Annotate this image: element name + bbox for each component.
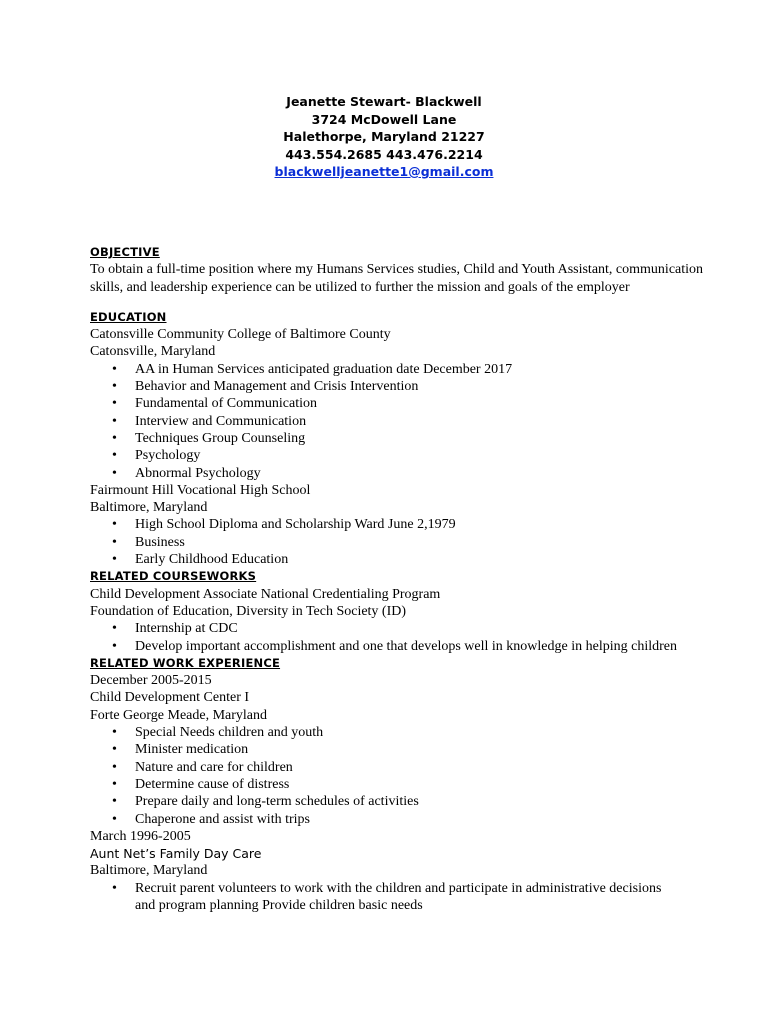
school-course-list: [90, 516, 710, 568]
list-item: • Recruit parent volunteers to work with the children and participate in administrative decisions and program planning Provide children basic needs: [90, 880, 710, 915]
list-item: • Abnormal Psychology: [90, 465, 710, 482]
list-item: • Behavior and Management and Crisis Intervention: [90, 378, 710, 395]
contact-header: [0, 93, 768, 181]
coursework-heading: RELATED COURSEWORKS: [90, 569, 257, 584]
list-item: • Interview and Communication: [90, 413, 710, 430]
phone-numbers: 443.554.2685 443.476.2214: [285, 146, 483, 162]
school-name: Catonsville Community College of Baltimore County: [90, 327, 391, 343]
city-state-zip: Halethorpe, Maryland 21227: [283, 129, 485, 144]
email-link[interactable]: blackwelljeanette1@gmail.com: [274, 164, 494, 179]
list-item: • Techniques Group Counseling: [90, 430, 710, 447]
education-heading: EDUCATION: [90, 309, 167, 324]
coursework-line: Foundation of Education, Diversity in Tech Society (ID): [90, 603, 407, 619]
job-dates: December 2005-2015: [90, 673, 212, 689]
resume-body: [90, 244, 710, 914]
list-item: • Psychology: [90, 447, 710, 464]
list-item: • Nature and care for children: [90, 759, 710, 776]
list-item: • Early Childhood Education: [90, 551, 710, 568]
coursework-line: Child Development Associate National Credentialing Program: [90, 586, 441, 602]
applicant-name: Jeanette Stewart- Blackwell: [286, 94, 482, 109]
school-course-list: [90, 361, 710, 482]
objective-heading: OBJECTIVE: [90, 245, 160, 259]
school-location: Baltimore, Maryland: [90, 500, 208, 516]
list-item: • Develop important accomplishment and one that develops well in knowledge in helping children: [90, 638, 710, 655]
list-item: • Internship at CDC: [90, 620, 710, 637]
list-item: • Minister medication: [90, 741, 710, 758]
list-item: • High School Diploma and Scholarship Ward June 2,1979: [90, 516, 710, 533]
job-location: Baltimore, Maryland: [90, 863, 208, 879]
job-employer: Child Development Center I: [90, 690, 250, 706]
coursework-list: [90, 620, 710, 655]
school-location: Catonsville, Maryland: [90, 344, 216, 360]
list-item: • Chaperone and assist with trips: [90, 811, 710, 828]
job-location: Forte George Meade, Maryland: [90, 707, 268, 723]
job-duties-list: [90, 880, 710, 915]
job-employer: Aunt Net’s Family Day Care: [90, 846, 262, 862]
list-item: • Fundamental of Communication: [90, 395, 710, 412]
list-item: • Special Needs children and youth: [90, 724, 710, 741]
street-address: 3724 McDowell Lane: [311, 111, 457, 127]
objective-text: To obtain a full-time position where my Humans Services studies, Child and Youth Assistant, communication skills, and leadership experience can be utilized to further the mission and goals of the employer: [90, 262, 704, 295]
list-item: • Determine cause of distress: [90, 776, 710, 793]
job-duties-list: [90, 724, 710, 828]
list-item: • Business: [90, 534, 710, 551]
list-item: • Prepare daily and long-term schedules of activities: [90, 793, 710, 810]
school-name: Fairmount Hill Vocational High School: [90, 482, 311, 498]
job-dates: March 1996-2005: [90, 828, 191, 844]
experience-heading: RELATED WORK EXPERIENCE: [90, 655, 281, 670]
list-item: • AA in Human Services anticipated graduation date December 2017: [90, 361, 710, 378]
